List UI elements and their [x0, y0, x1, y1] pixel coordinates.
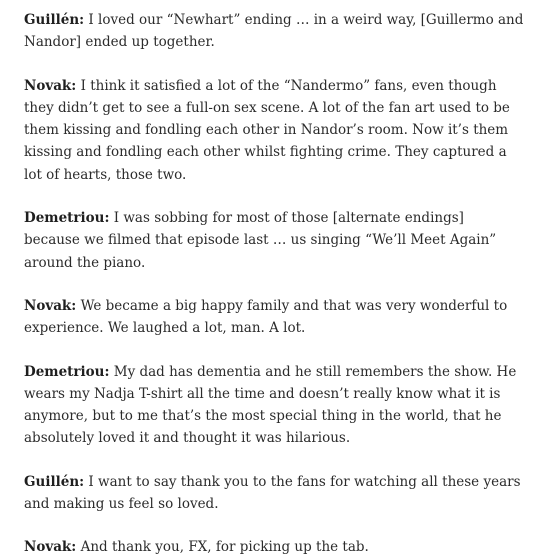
quote-text: And thank you, FX, for picking up the tab.: [76, 539, 369, 556]
quote-paragraph: [24, 295, 524, 340]
quote-text: I loved our “Newhart” ending … in a weird way, [Guillermo and Nandor] ended up together.: [24, 12, 524, 51]
quote-text: My dad has dementia and he still remembers the show. He wears my Nadja T-shirt all the time and doesn’t really know what it is anymore, but to me that’s the most special thing in the world, that he absolutely loved it and thought it was hilarious.: [24, 363, 517, 447]
quote-paragraph: [24, 9, 524, 54]
quote-paragraph: [24, 207, 524, 274]
quote-text: I want to say thank you to the fans for watching all these years and making us feel so loved.: [24, 473, 521, 513]
quote-text: We became a big happy family and that was very wonderful to experience. We laughed a lot, man. A lot.: [24, 297, 508, 337]
speaker-name: Demetriou:: [24, 210, 110, 227]
quote-text: I was sobbing for most of those [alternate endings] because we filmed that episode last … us singing “We’ll Meet Again” around the piano.: [24, 210, 497, 271]
speaker-name: Demetriou:: [24, 363, 110, 380]
quote-paragraph: [24, 361, 524, 450]
speaker-name: Novak:: [24, 297, 77, 314]
speaker-name: Novak:: [24, 539, 77, 556]
speaker-name: Guillén:: [24, 473, 85, 490]
quote-text: I think it satisfied a lot of the “Nandermo” fans, even though they didn’t get to see a full-on sex scene. A lot of the fan art used to be them kissing and fondling each other in Nandor’s room. Now it’s them kissing and fondling each other whilst fighting crime. They captured a lot of hearts, those two.: [24, 77, 510, 183]
speaker-name: Guillén:: [24, 12, 85, 28]
quote-paragraph: [24, 536, 524, 558]
quote-paragraph: [24, 75, 524, 186]
speaker-name: Novak:: [24, 77, 77, 94]
quote-paragraph: [24, 471, 524, 516]
